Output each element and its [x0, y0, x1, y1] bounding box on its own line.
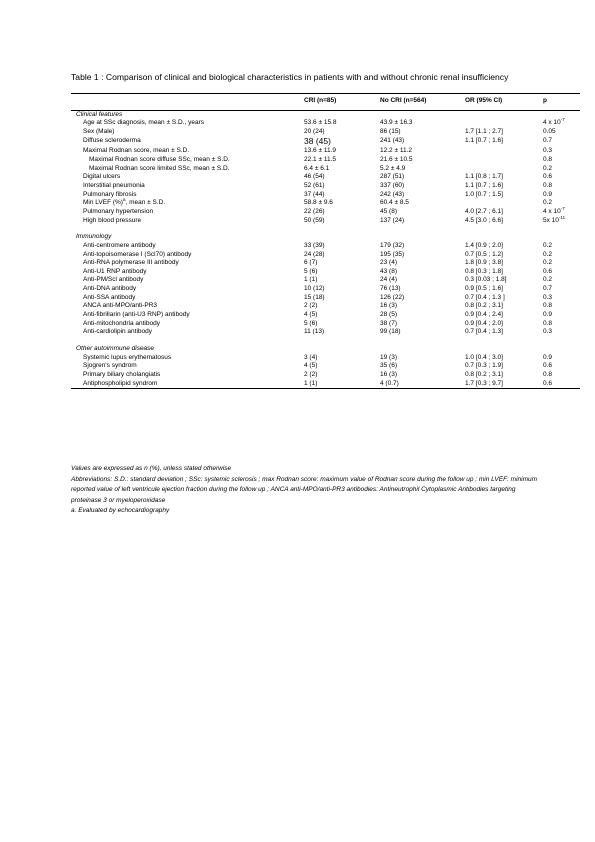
- cri-value: [304, 302, 380, 311]
- no-cri-value: 337 (60): [380, 181, 405, 189]
- no-cri-value: 242 (43): [380, 190, 405, 198]
- no-cri-value: 287 (51): [380, 173, 405, 181]
- cri-value-text: 58.8 ± 9.6: [304, 199, 333, 207]
- section-header-row: [71, 233, 580, 242]
- no-cri-value: 19 (3): [380, 353, 397, 361]
- header-p: p: [543, 94, 580, 111]
- p-value-text: 0.2: [543, 250, 553, 258]
- row-label: [71, 119, 304, 128]
- p-value-text: 0.6: [543, 267, 553, 275]
- or-value: 0.7 [0.5 ; 1.2]: [465, 250, 503, 258]
- p-value-text: 0.2: [543, 276, 553, 284]
- no-cri-value: 99 (18): [380, 328, 401, 336]
- row-label-text: Anti-PM/Scl antibody: [83, 276, 144, 284]
- row-label-text: Anti-U1 RNP antibody: [83, 267, 147, 275]
- cri-value: [304, 173, 380, 182]
- row-label: [71, 147, 304, 156]
- cri-value-text: 1 (1): [304, 379, 318, 387]
- p-value: [543, 320, 580, 329]
- section-title: Other autoimmune disease: [76, 345, 155, 353]
- or-value: [465, 199, 543, 208]
- no-cri-value: 137 (24): [380, 216, 405, 224]
- p-exponent: -11: [558, 214, 566, 220]
- p-value-text: 0.8: [543, 155, 553, 163]
- table-row: [71, 328, 580, 337]
- row-label-text: Interstitial pneumonia: [83, 181, 145, 189]
- p-value: [543, 380, 580, 389]
- or-value: 1.0 [0.7 ; 1.5]: [465, 190, 503, 198]
- row-label: [71, 251, 304, 260]
- or-value: 0.8 [0.3 ; 1.8]: [465, 267, 503, 275]
- p-value-text: 0.6: [543, 379, 553, 387]
- row-label: [71, 173, 304, 182]
- cri-value: [304, 268, 380, 277]
- table-row: [71, 242, 580, 251]
- header-or: OR (95% CI): [465, 94, 543, 111]
- p-value-text: 0.7: [543, 285, 553, 293]
- cri-value-text: 13.6 ± 11.9: [304, 147, 336, 155]
- cri-value-text: 5 (6): [304, 267, 318, 275]
- row-label-text: Pulmonary fibrosis: [83, 190, 137, 198]
- row-label-text: Anti-topoisomerase I (Scl70) antibody: [83, 250, 192, 258]
- p-value: [543, 251, 580, 260]
- p-value-text: 0.2: [543, 259, 553, 267]
- or-value: 1.0 [0.4 ; 3.0]: [465, 353, 503, 361]
- row-label: [71, 128, 304, 137]
- table-row: [71, 217, 580, 226]
- or-value: [465, 147, 543, 156]
- cri-value: [304, 119, 380, 128]
- table-row: [71, 165, 580, 174]
- table-row: [71, 182, 580, 191]
- or-value: 0.8 [0.2 ; 3.1]: [465, 302, 503, 310]
- p-value-text: 0.6: [543, 173, 553, 181]
- p-value: [543, 165, 580, 174]
- table-row: [71, 119, 580, 128]
- or-value: 0.8 [0.2 ; 3.1]: [465, 371, 503, 379]
- row-label-text: Maximal Rodnan score, mean ± S.D.: [83, 147, 190, 155]
- cri-value: [304, 242, 380, 251]
- row-label-text: Sjogren's syndrom: [83, 362, 137, 370]
- p-value: [543, 259, 580, 268]
- cri-value: [304, 182, 380, 191]
- row-label: [71, 259, 304, 268]
- cri-value-text: 24 (28): [304, 250, 325, 258]
- row-label-text: Anti-mitochondria antibody: [83, 319, 160, 327]
- cri-value: [304, 137, 380, 148]
- no-cri-value: 195 (35): [380, 250, 405, 258]
- or-value: 0.9 [0.5 ; 1.6]: [465, 285, 503, 293]
- or-value: 4.0 [2.7 ; 6.1]: [465, 207, 503, 215]
- p-value-text: 0.2: [543, 164, 553, 172]
- section-spacer: [71, 337, 580, 345]
- p-value-text: 0.9: [543, 311, 553, 319]
- note-abbreviations: Abbreviations: S.D.: standard deviation ; SSc: systemic sclerosis ; max Rodnan score: maximum value of Rodnan score during the follow up ; min LVEF: minimum reported value of left ventricule ejection fraction during the follow up ; ANCA anti-MPO/anti-PR3 antibodies: Antineutrophil Cytoplasmic Antibodies targeting proteinase 3 or myeloperoxidase: [71, 475, 538, 504]
- cri-value: [304, 165, 380, 174]
- no-cri-value: 45 (8): [380, 207, 397, 215]
- cri-value-text: 6.4 ± 6.1: [304, 164, 330, 172]
- row-label-text: Anti-RNA polymerase III antibody: [83, 259, 179, 267]
- p-value-text: 0.9: [543, 353, 553, 361]
- row-label: [71, 380, 304, 389]
- table-row: [71, 311, 580, 320]
- no-cri-value: 16 (3): [380, 371, 397, 379]
- table-row: [71, 371, 580, 380]
- cri-value-text: 3 (4): [304, 353, 318, 361]
- table-notes: [71, 464, 541, 517]
- p-value: [543, 276, 580, 285]
- or-value: 1.1 [0.7 ; 1.6]: [465, 136, 503, 144]
- cri-value-text: 22 (26): [304, 207, 325, 215]
- table-row: [71, 208, 580, 217]
- p-value-text: 0.8: [543, 319, 553, 327]
- p-value: [543, 119, 580, 128]
- p-value: [543, 328, 580, 337]
- or-value: 0.9 [0.4 ; 2.0]: [465, 319, 503, 327]
- row-label: [71, 137, 304, 148]
- spacer-cell: [71, 337, 580, 345]
- p-value-text: 4 x 10: [543, 119, 561, 127]
- p-value: [543, 156, 580, 165]
- row-label-text: Maximal Rodnan score diffuse SSc, mean ± S.D.: [89, 155, 230, 163]
- cri-value-text: 52 (61): [304, 181, 325, 189]
- row-label-text: Antiphospholipid syndrom: [83, 379, 158, 387]
- p-value: [543, 285, 580, 294]
- or-value: 0.7 [0.3 ; 1.9]: [465, 362, 503, 370]
- footnote-marker: a: [122, 197, 126, 203]
- p-value-text: 0.7: [543, 136, 553, 144]
- no-cri-value: 35 (6): [380, 362, 397, 370]
- table-title: Table 1 : Comparison of clinical and biological characteristics in patients with and without chronic renal insufficiency: [71, 72, 509, 82]
- p-value: [543, 242, 580, 251]
- no-cri-value: 241 (43): [380, 136, 405, 144]
- p-value-text: 0.6: [543, 362, 553, 370]
- row-label: [71, 302, 304, 311]
- table-row: [71, 259, 580, 268]
- row-label: [71, 199, 304, 208]
- or-value: 1.7 [0.3 ; 9.7]: [465, 380, 543, 389]
- table-row: [71, 362, 580, 371]
- cri-value-text: 53.6 ± 15.8: [304, 119, 337, 127]
- row-label: [71, 294, 304, 303]
- cri-value: [304, 380, 380, 389]
- cri-value-text: 33 (39): [304, 241, 325, 249]
- no-cri-value: 76 (13): [380, 285, 401, 293]
- or-value: 1.1 [0.7 ; 1.6]: [465, 181, 503, 189]
- cri-value-text: 15 (18): [304, 293, 325, 301]
- no-cri-value: 86 (15): [380, 127, 401, 135]
- row-label-text: Anti-DNA antibody: [83, 285, 137, 293]
- p-value-text: 0.8: [543, 302, 553, 310]
- comparison-table: [71, 93, 580, 389]
- row-label-text: Pulmonary hypertension: [83, 207, 154, 215]
- table-body: [71, 110, 580, 389]
- p-value-text: 0.3: [543, 328, 553, 336]
- or-value: [465, 156, 543, 165]
- row-label: [71, 208, 304, 217]
- p-value-text: 5x 10: [543, 216, 559, 224]
- cri-value-text: 20 (24): [304, 127, 325, 135]
- cri-value: [304, 311, 380, 320]
- table-row: [71, 354, 580, 363]
- cri-value-text: 38 (45): [304, 135, 331, 146]
- table-row: [71, 268, 580, 277]
- cri-value: [304, 259, 380, 268]
- p-value: [543, 371, 580, 380]
- row-label: [71, 354, 304, 363]
- p-value: [543, 362, 580, 371]
- or-value: 0.9 [0.4 ; 2.4]: [465, 311, 503, 319]
- p-value: [543, 182, 580, 191]
- note-values: Values are expressed as n (%), unless stated otherwise: [71, 465, 232, 472]
- no-cri-value: 28 (5): [380, 311, 397, 319]
- row-label: [71, 320, 304, 329]
- p-value: [543, 268, 580, 277]
- row-label: [71, 268, 304, 277]
- table-row: [71, 173, 580, 182]
- row-label: [71, 156, 304, 165]
- header-label: [71, 94, 304, 111]
- table-row: [71, 156, 580, 165]
- cri-value: [304, 251, 380, 260]
- section-title: Immunology: [76, 233, 112, 241]
- table-row: [71, 251, 580, 260]
- no-cri-value: 16 (3): [380, 302, 397, 310]
- section-header-row: [71, 345, 580, 354]
- cri-value: [304, 217, 380, 226]
- or-value: 0.7 [0.4 ; 1.3 ]: [465, 293, 505, 301]
- no-cri-value: 4 (0.7): [380, 380, 465, 389]
- no-cri-value: 126 (22): [380, 293, 405, 301]
- p-exponent: -7: [560, 205, 565, 211]
- p-value-text: 0.05: [543, 127, 556, 135]
- cri-value-text: 6 (7): [304, 259, 318, 267]
- p-value-text: 0.9: [543, 190, 553, 198]
- row-label: [71, 217, 304, 226]
- row-label-text: High blood pressure: [83, 216, 142, 224]
- table-row: [71, 199, 580, 208]
- or-value: [465, 165, 543, 174]
- p-value: [543, 137, 580, 148]
- row-label-text: Anti-centromere antibody: [83, 241, 156, 249]
- p-value-text: 0.8: [543, 371, 553, 379]
- no-cri-value: 43.9 ± 16.3: [380, 119, 413, 127]
- row-label-text: Anti-cardiolipin antibody: [83, 328, 153, 336]
- cri-value: [304, 147, 380, 156]
- no-cri-value: 12.2 ± 11.2: [380, 147, 412, 155]
- p-value: [543, 311, 580, 320]
- cri-value: [304, 156, 380, 165]
- table-row: [71, 380, 580, 389]
- p-value-text: 0.2: [543, 241, 553, 249]
- cri-value-text: 2 (2): [304, 302, 318, 310]
- or-value: 1.4 [0.9 ; 2.0]: [465, 241, 503, 249]
- cri-value: [304, 285, 380, 294]
- cri-value-text: 37 (44): [304, 190, 325, 198]
- cri-value-text: 50 (59): [304, 216, 325, 224]
- cri-value: [304, 276, 380, 285]
- table-row: [71, 191, 580, 200]
- p-value: [543, 214, 580, 226]
- cri-value: [304, 328, 380, 337]
- cri-value-text: 11 (13): [304, 328, 325, 336]
- or-value: 1.1 [0.8 ; 1.7]: [465, 173, 503, 181]
- table-row: [71, 302, 580, 311]
- section-header-row: [71, 110, 580, 119]
- row-label-text: Primary biliary cholangiatis: [83, 371, 161, 379]
- row-label-text: ANCA anti-MPO/anti-PR3: [83, 302, 158, 310]
- cri-value-text: 1 (1): [304, 276, 318, 284]
- cri-value-text: 10 (12): [304, 285, 325, 293]
- cri-value: [304, 294, 380, 303]
- no-cri-value: 38 (7): [380, 319, 397, 327]
- row-label: [71, 242, 304, 251]
- cri-value-text: 4 (5): [304, 311, 318, 319]
- row-label-text: Digital ulcers: [83, 173, 121, 181]
- row-label: [71, 165, 304, 174]
- table-header-row: [71, 94, 580, 111]
- table-row: [71, 147, 580, 156]
- cri-value: [304, 191, 380, 200]
- or-value: 4.5 [3.0 ; 6.6]: [465, 216, 503, 224]
- cri-value: [304, 362, 380, 371]
- no-cri-value: 43 (8): [380, 267, 397, 275]
- p-value: [543, 302, 580, 311]
- row-label-text: Systemic lupus erythematosus: [83, 353, 172, 361]
- cri-value-text: 5 (6): [304, 319, 318, 327]
- row-label-text: Age at SSc diagnosis, mean ± S.D., years: [83, 119, 204, 127]
- row-label: [71, 371, 304, 380]
- cri-value: [304, 320, 380, 329]
- table-row: [71, 285, 580, 294]
- row-label: [71, 328, 304, 337]
- p-value: [543, 147, 580, 156]
- table-row: [71, 294, 580, 303]
- no-cri-value: 60.4 ± 8.5: [380, 199, 409, 207]
- cri-value-text: 2 (2): [304, 371, 318, 379]
- cri-value-text: 4 (5): [304, 362, 318, 370]
- p-value: [543, 294, 580, 303]
- row-label-tail: , mean ± S.D.: [125, 199, 166, 207]
- p-value-text: 0.3: [543, 147, 553, 155]
- no-cri-value: 179 (32): [380, 241, 405, 249]
- no-cri-value: 24 (4): [380, 276, 397, 284]
- row-label: [71, 285, 304, 294]
- row-label-text: Maximal Rodnan score limited SSc, mean ± S.D.: [89, 164, 230, 172]
- or-value: 0.3 [0.03 ; 1.8]: [465, 276, 507, 284]
- section-title: Clinical features: [76, 110, 123, 118]
- cri-value: [304, 199, 380, 208]
- row-label-text: Diffuse scleroderma: [83, 136, 141, 144]
- spacer-cell: [71, 225, 580, 233]
- p-value: [543, 173, 580, 182]
- cri-value: [304, 208, 380, 217]
- header-cri: CRI (n=85): [304, 94, 380, 111]
- or-value: 1.8 [0.9 ; 3.8]: [465, 259, 503, 267]
- section-spacer: [71, 225, 580, 233]
- row-label: [71, 362, 304, 371]
- p-value-text: 4 x 10: [543, 207, 561, 215]
- p-value: [543, 191, 580, 200]
- table-row: [71, 137, 580, 148]
- row-label-text: Sex (Male): [83, 127, 115, 135]
- cri-value: [304, 371, 380, 380]
- row-label: [71, 182, 304, 191]
- or-value: 0.7 [0.4 ; 1.3]: [465, 328, 503, 336]
- no-cri-value: 21.6 ± 10.5: [380, 155, 413, 163]
- row-label: [71, 311, 304, 320]
- table-row: [71, 276, 580, 285]
- p-exponent: -7: [560, 117, 565, 123]
- cri-value: [304, 354, 380, 363]
- header-no-cri: No CRI (n=564): [380, 94, 465, 111]
- cri-value-text: 22.1 ± 11.5: [304, 155, 336, 163]
- row-label-text: Min LVEF (%): [83, 199, 123, 207]
- or-value: 1.7 [1.1 ; 2.7]: [465, 127, 503, 135]
- row-label-text: Anti-SSA antibody: [83, 293, 136, 301]
- p-value-text: 0.8: [543, 181, 553, 189]
- table-row: [71, 320, 580, 329]
- p-value-text: 0.3: [543, 293, 553, 301]
- no-cri-value: 5.2 ± 4.9: [380, 164, 406, 172]
- p-value: [543, 354, 580, 363]
- p-value-text: 0.2: [543, 199, 553, 207]
- p-value: [543, 128, 580, 137]
- row-label-text: Anti-fibrillarin (anti-U3 RNP) antibody: [83, 311, 190, 319]
- or-value: [465, 119, 543, 128]
- row-label: [71, 276, 304, 285]
- note-echocardiography: a. Evaluated by echocardiography: [71, 507, 170, 514]
- cri-value-text: 46 (54): [304, 173, 325, 181]
- no-cri-value: 23 (4): [380, 259, 397, 267]
